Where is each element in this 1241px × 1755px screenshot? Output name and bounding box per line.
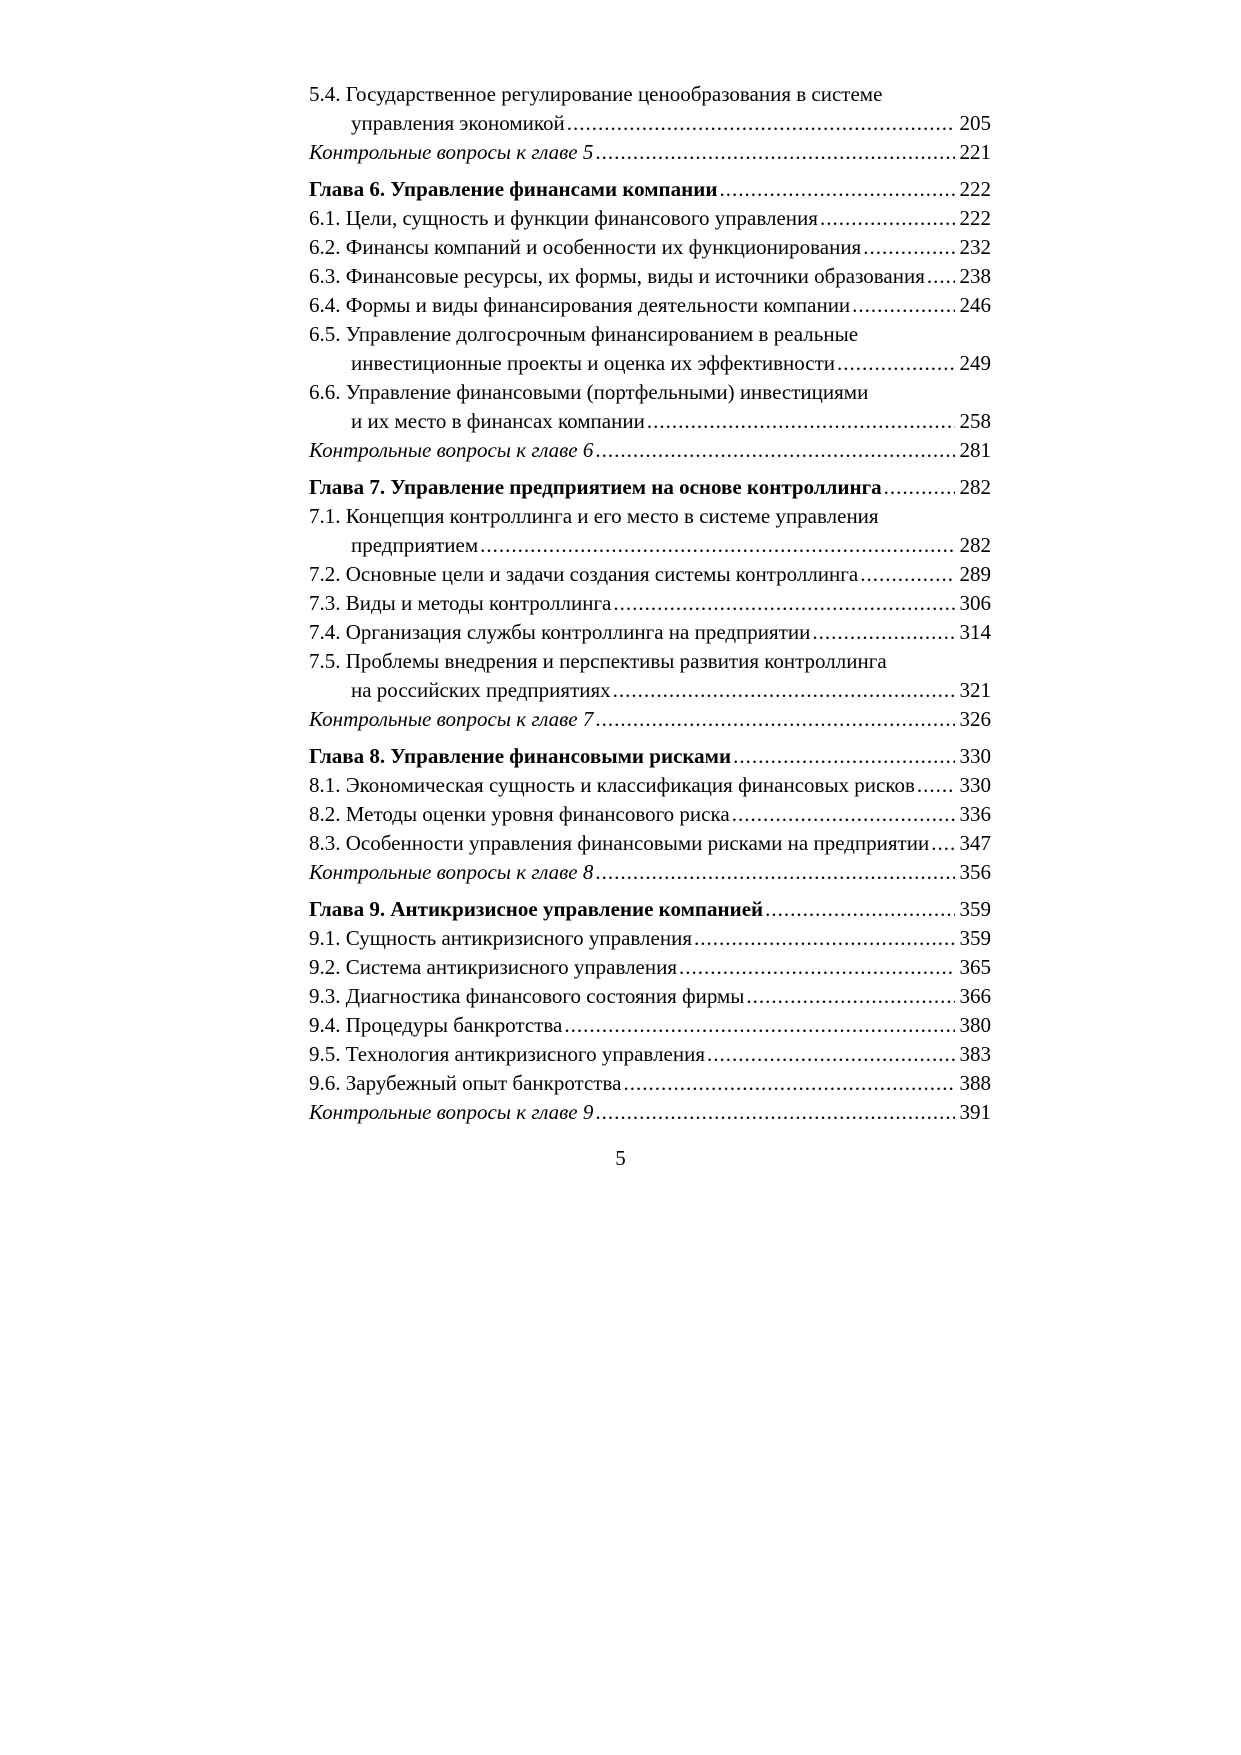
toc-page-number: 205 bbox=[959, 111, 991, 135]
toc-entry-text: Контрольные вопросы к главе 8 bbox=[309, 860, 594, 884]
toc-page-number: 330 bbox=[959, 773, 991, 797]
toc-entry-5-4 bbox=[309, 80, 991, 109]
dot-leader bbox=[595, 138, 955, 167]
toc-entry-text: 9.6. Зарубежный опыт банкротства bbox=[309, 1071, 622, 1095]
toc-page-number: 391 bbox=[959, 1100, 991, 1124]
toc-entry-7-5 bbox=[309, 647, 991, 676]
dot-leader bbox=[860, 560, 955, 589]
toc-entry-text: 9.3. Диагностика финансового состояния фирмы bbox=[309, 984, 745, 1008]
toc-page-number: 314 bbox=[959, 620, 991, 644]
toc-entry-9-5 bbox=[309, 1040, 991, 1069]
toc-entry-6-5-cont bbox=[309, 349, 991, 378]
dot-leader bbox=[595, 705, 955, 734]
toc-entry-text: 5.4. Государственное регулирование ценообразования в системе bbox=[309, 82, 883, 106]
dot-leader bbox=[564, 1011, 955, 1040]
toc-page-number: 222 bbox=[959, 206, 991, 230]
dot-leader bbox=[746, 982, 955, 1011]
dot-leader bbox=[917, 771, 955, 800]
toc-page-number: 336 bbox=[959, 802, 991, 826]
toc-entry-text: Контрольные вопросы к главе 9 bbox=[309, 1100, 594, 1124]
toc-page-number: 380 bbox=[959, 1013, 991, 1037]
dot-leader bbox=[694, 924, 955, 953]
dot-leader bbox=[852, 291, 955, 320]
dot-leader bbox=[719, 175, 955, 204]
toc-page-number: 282 bbox=[959, 475, 991, 499]
toc-entry-text: 7.5. Проблемы внедрения и перспективы развития контроллинга bbox=[309, 649, 887, 673]
dot-leader bbox=[837, 349, 955, 378]
toc-chapter-7 bbox=[309, 473, 991, 502]
toc-page-number: 258 bbox=[959, 409, 991, 433]
chapter-title: Глава 6. Управление финансами компании bbox=[309, 177, 718, 201]
toc-entry-9-3 bbox=[309, 982, 991, 1011]
toc-page-number: 232 bbox=[959, 235, 991, 259]
toc-entry-text: 8.2. Методы оценки уровня финансового риска bbox=[309, 802, 730, 826]
toc-page-number: 221 bbox=[959, 140, 991, 164]
toc-entry-8-1 bbox=[309, 771, 991, 800]
toc-questions-8 bbox=[309, 858, 991, 887]
toc-questions-7 bbox=[309, 705, 991, 734]
toc-entry-text: инвестиционные проекты и оценка их эффективности bbox=[351, 351, 836, 375]
toc-chapter-9 bbox=[309, 895, 991, 924]
toc-entry-text: 7.2. Основные цели и задачи создания системы контроллинга bbox=[309, 562, 859, 586]
toc-page-number: 306 bbox=[959, 591, 991, 615]
table-of-contents bbox=[309, 80, 991, 1127]
toc-questions-6 bbox=[309, 436, 991, 465]
toc-page-number: 281 bbox=[959, 438, 991, 462]
toc-entry-text: 7.4. Организация службы контроллинга на предприятии bbox=[309, 620, 811, 644]
toc-page-number: 222 bbox=[959, 177, 991, 201]
toc-questions-5 bbox=[309, 138, 991, 167]
dot-leader bbox=[863, 233, 955, 262]
dot-leader bbox=[480, 531, 955, 560]
toc-entry-text: и их место в финансах компании bbox=[351, 409, 645, 433]
toc-entry-text: 8.1. Экономическая сущность и классификация финансовых рисков bbox=[309, 773, 915, 797]
toc-page-number: 388 bbox=[959, 1071, 991, 1095]
toc-entry-text: на российских предприятиях bbox=[351, 678, 611, 702]
dot-leader bbox=[595, 858, 955, 887]
dot-leader bbox=[613, 676, 955, 705]
dot-leader bbox=[732, 800, 955, 829]
toc-entry-text: 7.3. Виды и методы контроллинга bbox=[309, 591, 612, 615]
toc-entry-7-3 bbox=[309, 589, 991, 618]
toc-entry-text: 8.3. Особенности управления финансовыми рисками на предприятии bbox=[309, 831, 930, 855]
toc-entry-6-2 bbox=[309, 233, 991, 262]
toc-entry-7-1-cont bbox=[309, 531, 991, 560]
toc-entry-text: Контрольные вопросы к главе 7 bbox=[309, 707, 594, 731]
toc-chapter-6 bbox=[309, 175, 991, 204]
toc-entry-text: 9.2. Система антикризисного управления bbox=[309, 955, 678, 979]
toc-entry-text: 6.4. Формы и виды финансирования деятельности компании bbox=[309, 293, 851, 317]
dot-leader bbox=[595, 1098, 955, 1127]
toc-entry-6-6-cont bbox=[309, 407, 991, 436]
toc-page-number: 365 bbox=[959, 955, 991, 979]
dot-leader bbox=[595, 436, 955, 465]
toc-entry-text: предприятием bbox=[351, 533, 479, 557]
dot-leader bbox=[812, 618, 955, 647]
dot-leader bbox=[567, 109, 955, 138]
dot-leader bbox=[679, 953, 955, 982]
chapter-title: Глава 9. Антикризисное управление компанией bbox=[309, 897, 764, 921]
dot-leader bbox=[623, 1069, 955, 1098]
toc-entry-text: 6.6. Управление финансовыми (портфельными) инвестициями bbox=[309, 380, 869, 404]
toc-entry-text: Контрольные вопросы к главе 5 bbox=[309, 140, 594, 164]
toc-entry-9-2 bbox=[309, 953, 991, 982]
toc-entry-7-5-cont bbox=[309, 676, 991, 705]
toc-entry-6-6 bbox=[309, 378, 991, 407]
toc-entry-9-1 bbox=[309, 924, 991, 953]
dot-leader bbox=[733, 742, 955, 771]
toc-entry-8-3 bbox=[309, 829, 991, 858]
toc-entry-6-1 bbox=[309, 204, 991, 233]
toc-page-number: 246 bbox=[959, 293, 991, 317]
toc-page-number: 356 bbox=[959, 860, 991, 884]
toc-entry-text: 6.5. Управление долгосрочным финансированием в реальные bbox=[309, 322, 859, 346]
toc-entry-text: управления экономикой bbox=[351, 111, 565, 135]
dot-leader bbox=[931, 829, 955, 858]
toc-entry-8-2 bbox=[309, 800, 991, 829]
toc-entry-text: 6.3. Финансовые ресурсы, их формы, виды и источники образования bbox=[309, 264, 925, 288]
toc-page-number: 359 bbox=[959, 926, 991, 950]
toc-page-number: 359 bbox=[959, 897, 991, 921]
toc-page-number: 282 bbox=[959, 533, 991, 557]
toc-entry-text: 6.1. Цели, сущность и функции финансового управления bbox=[309, 206, 818, 230]
toc-page-number: 326 bbox=[959, 707, 991, 731]
toc-entry-7-1 bbox=[309, 502, 991, 531]
chapter-title: Глава 8. Управление финансовыми рисками bbox=[309, 744, 732, 768]
toc-entry-text: 7.1. Концепция контроллинга и его место в системе управления bbox=[309, 504, 879, 528]
toc-entry-text: Контрольные вопросы к главе 6 bbox=[309, 438, 594, 462]
dot-leader bbox=[765, 895, 955, 924]
dot-leader bbox=[647, 407, 955, 436]
toc-entry-text: 9.1. Сущность антикризисного управления bbox=[309, 926, 692, 950]
toc-page-number: 289 bbox=[959, 562, 991, 586]
toc-page-number: 249 bbox=[959, 351, 991, 375]
dot-leader bbox=[927, 262, 955, 291]
toc-page-number: 330 bbox=[959, 744, 991, 768]
page-number-footer: 5 bbox=[615, 1146, 626, 1170]
toc-questions-9 bbox=[309, 1098, 991, 1127]
toc-entry-9-4 bbox=[309, 1011, 991, 1040]
toc-entry-6-4 bbox=[309, 291, 991, 320]
toc-entry-text: 6.2. Финансы компаний и особенности их функционирования bbox=[309, 235, 862, 259]
chapter-title: Глава 7. Управление предприятием на основе контроллинга bbox=[309, 475, 882, 499]
toc-entry-7-2 bbox=[309, 560, 991, 589]
toc-entry-6-5 bbox=[309, 320, 991, 349]
toc-page-number: 238 bbox=[959, 264, 991, 288]
toc-entry-9-6 bbox=[309, 1069, 991, 1098]
toc-entry-text: 9.5. Технология антикризисного управления bbox=[309, 1042, 706, 1066]
toc-entry-5-4-cont bbox=[309, 109, 991, 138]
toc-entry-text: 9.4. Процедуры банкротства bbox=[309, 1013, 563, 1037]
dot-leader bbox=[884, 473, 955, 502]
dot-leader bbox=[613, 589, 955, 618]
toc-page-number: 366 bbox=[959, 984, 991, 1008]
dot-leader bbox=[820, 204, 955, 233]
dot-leader bbox=[707, 1040, 955, 1069]
toc-chapter-8 bbox=[309, 742, 991, 771]
toc-page-number: 321 bbox=[959, 678, 991, 702]
toc-entry-6-3 bbox=[309, 262, 991, 291]
toc-entry-7-4 bbox=[309, 618, 991, 647]
toc-page-number: 347 bbox=[959, 831, 991, 855]
toc-page-number: 383 bbox=[959, 1042, 991, 1066]
